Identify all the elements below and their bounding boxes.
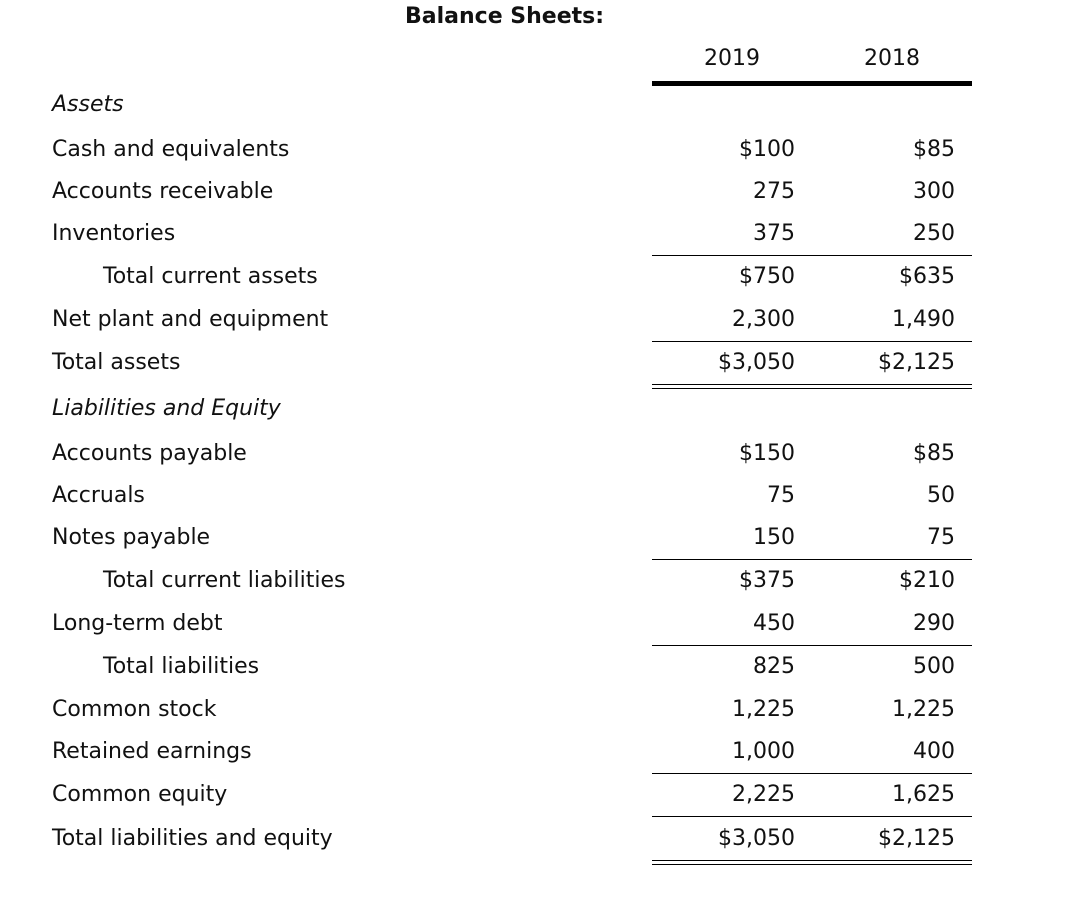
value-2018: 75: [927, 525, 955, 550]
value-2019: 450: [753, 611, 795, 636]
row-label: Cash and equivalents: [52, 137, 290, 162]
value-2018: 250: [913, 221, 955, 246]
value-2018: 400: [913, 739, 955, 764]
table-row-subtotal: [0, 652, 1070, 682]
value-2019: $375: [739, 568, 795, 593]
subtotal-rule: [652, 816, 972, 817]
column-header-2019: 2019: [704, 46, 760, 71]
row-label: Total liabilities and equity: [52, 826, 333, 851]
table-row: [0, 439, 1070, 469]
row-label: Assets: [52, 92, 124, 117]
value-2019: 2,225: [732, 782, 795, 807]
total-double-rule: [652, 384, 972, 389]
total-double-rule: [652, 860, 972, 865]
table-row-total: [0, 348, 1070, 378]
value-2019: 825: [753, 654, 795, 679]
value-2018: 290: [913, 611, 955, 636]
value-2019: 275: [753, 179, 795, 204]
value-2018: 50: [927, 483, 955, 508]
table-row: [0, 737, 1070, 767]
value-2018: $2,125: [878, 826, 955, 851]
row-label: Total liabilities: [103, 654, 260, 679]
row-label: Notes payable: [52, 525, 211, 550]
table-row: [0, 695, 1070, 725]
subtotal-rule: [652, 255, 972, 256]
row-label: Retained earnings: [52, 739, 252, 764]
value-2018: $635: [899, 264, 955, 289]
table-row: [0, 135, 1070, 165]
value-2018: 1,225: [892, 697, 955, 722]
value-2018: $210: [899, 568, 955, 593]
row-label: Total current assets: [103, 264, 318, 289]
row-label: Accruals: [52, 483, 145, 508]
page-title: Balance Sheets:: [405, 4, 605, 29]
value-2018: 1,625: [892, 782, 955, 807]
row-label: Common stock: [52, 697, 217, 722]
row-label: Inventories: [52, 221, 176, 246]
value-2019: $3,050: [718, 826, 795, 851]
table-row: [0, 305, 1070, 335]
table-row-total: [0, 824, 1070, 854]
header-rule: [652, 81, 972, 86]
value-2019: 1,225: [732, 697, 795, 722]
table-row-subtotal: [0, 262, 1070, 292]
column-header-2018: 2018: [864, 46, 920, 71]
section-heading-liabilities-equity: [0, 394, 1070, 424]
row-label: Long-term debt: [52, 611, 223, 636]
subtotal-rule: [652, 773, 972, 774]
value-2018: 500: [913, 654, 955, 679]
table-row: [0, 523, 1070, 553]
subtotal-rule: [652, 559, 972, 560]
table-row: [0, 481, 1070, 511]
row-label: Accounts payable: [52, 441, 247, 466]
value-2019: 150: [753, 525, 795, 550]
table-row-subtotal: [0, 566, 1070, 596]
row-label: Accounts receivable: [52, 179, 274, 204]
value-2018: 300: [913, 179, 955, 204]
value-2019: $150: [739, 441, 795, 466]
value-2019: 375: [753, 221, 795, 246]
value-2019: $3,050: [718, 350, 795, 375]
table-row: [0, 609, 1070, 639]
section-heading-assets: [0, 90, 1070, 120]
subtotal-rule: [652, 341, 972, 342]
value-2018: $85: [913, 441, 955, 466]
value-2019: $100: [739, 137, 795, 162]
row-label: Total current liabilities: [103, 568, 346, 593]
table-row: [0, 177, 1070, 207]
row-label: Common equity: [52, 782, 228, 807]
subtotal-rule: [652, 645, 972, 646]
value-2019: 75: [767, 483, 795, 508]
value-2019: 1,000: [732, 739, 795, 764]
row-label: Total assets: [52, 350, 181, 375]
value-2018: $2,125: [878, 350, 955, 375]
value-2018: $85: [913, 137, 955, 162]
row-label: Liabilities and Equity: [52, 396, 281, 421]
table-row-subtotal: [0, 780, 1070, 810]
row-label: Net plant and equipment: [52, 307, 329, 332]
value-2019: 2,300: [732, 307, 795, 332]
value-2019: $750: [739, 264, 795, 289]
table-row: [0, 219, 1070, 249]
value-2018: 1,490: [892, 307, 955, 332]
